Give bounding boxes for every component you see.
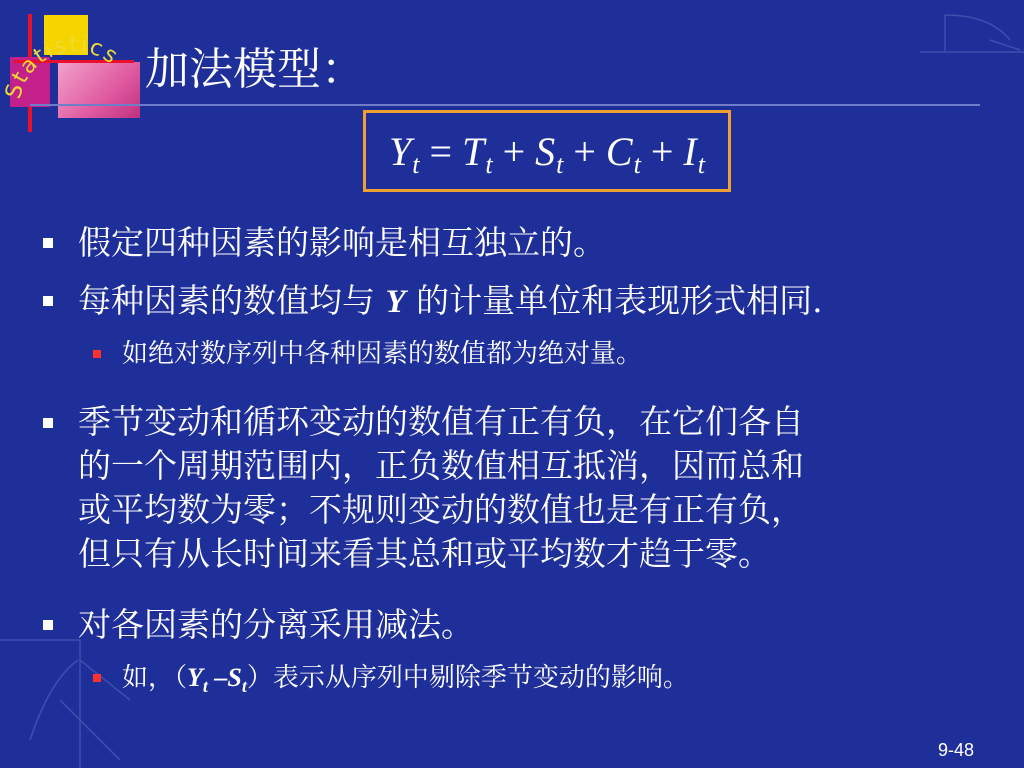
bullet-same-units xyxy=(78,279,823,324)
formula-box xyxy=(363,110,731,192)
example-after: ）表示从序列中剔除季节变动的影响。 xyxy=(246,663,689,693)
bullet-seasonal-line-4: 但只有从长时间来看其总和或平均数才趋于零。 xyxy=(78,534,771,573)
sub-bullet-absolute: 如绝对数序列中各种因素的数值都为绝对量。 xyxy=(122,339,643,369)
sub-bullet-marker xyxy=(93,350,101,358)
formula-equals: = xyxy=(429,128,453,174)
formula-t-sub: t xyxy=(485,150,493,179)
example-y: Y xyxy=(187,663,203,692)
formula-plus-3: + xyxy=(650,128,674,174)
additive-model-formula xyxy=(366,113,728,189)
formula-c-sub: t xyxy=(633,150,641,179)
sub-bullet-example xyxy=(122,660,689,704)
formula-t: T xyxy=(462,128,485,174)
bullet-same-units-before: 每种因素的数值均与 xyxy=(78,281,386,320)
title-divider xyxy=(30,104,980,106)
bullet-marker xyxy=(43,620,53,630)
bullet-marker xyxy=(43,418,53,428)
page-number: 9-48 xyxy=(938,740,975,760)
formula-plus-1: + xyxy=(502,128,526,174)
example-s: S xyxy=(227,663,242,692)
bullet-seasonal-line-2: 的一个周期范围内，正负数值相互抵消，因而总和 xyxy=(78,446,804,485)
sub-bullet-marker xyxy=(93,674,101,682)
example-y-sub: t xyxy=(202,676,208,697)
bullet-independence: 假定四种因素的影响是相互独立的。 xyxy=(78,223,606,262)
formula-c: C xyxy=(605,128,633,174)
formula-i: I xyxy=(683,128,697,174)
bullet-same-units-var: Y xyxy=(385,284,406,320)
example-before: 如，（ xyxy=(122,663,188,693)
slide-title: 加法模型： xyxy=(145,44,365,95)
bullet-marker xyxy=(43,238,53,248)
example-s-sub: t xyxy=(241,676,247,697)
bullet-seasonal-line-3: 或平均数为零；不规则变动的数值也是有正有负， xyxy=(78,490,804,529)
bullet-seasonal-line-1: 季节变动和循环变动的数值有正有负，在它们各自 xyxy=(78,402,804,441)
formula-i-sub: t xyxy=(697,150,705,179)
example-minus: – xyxy=(207,663,228,692)
statistics-logo-text: Statistics xyxy=(1,32,124,102)
formula-y: Y xyxy=(389,128,412,174)
formula-s: S xyxy=(535,128,556,174)
formula-s-sub: t xyxy=(556,150,564,179)
bullet-same-units-after: 的计量单位和表现形式相同. xyxy=(405,281,823,320)
formula-plus-2: + xyxy=(573,128,596,174)
bullet-marker xyxy=(43,296,53,306)
formula-y-sub: t xyxy=(412,150,420,179)
bullet-subtraction: 对各因素的分离采用减法。 xyxy=(78,605,474,644)
